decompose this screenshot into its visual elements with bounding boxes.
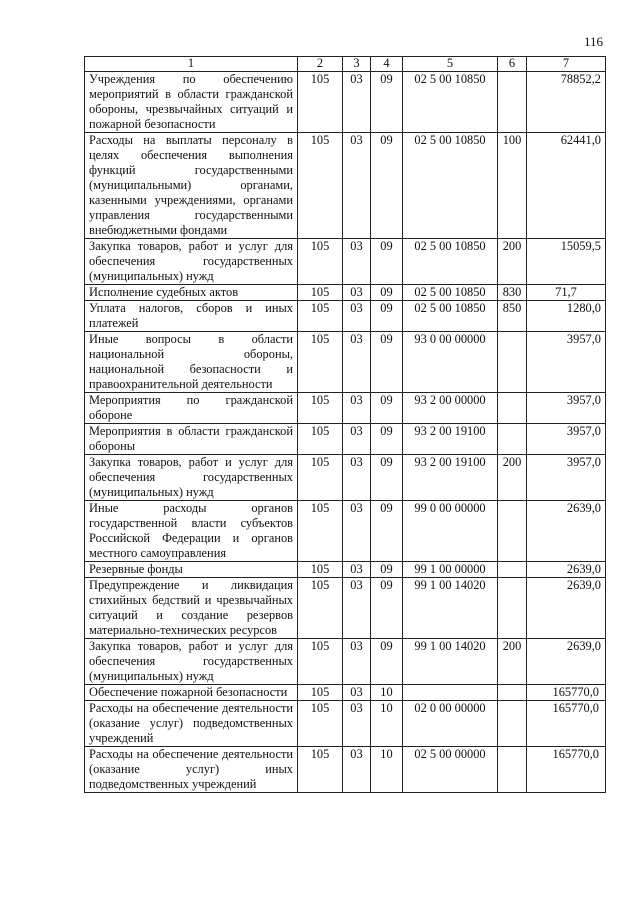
row-expense-type [498,747,527,793]
header-col-7: 7 [527,57,606,72]
row-name: Расходы на обеспечение деятельности (оказание услуг) иных подведомственных учреждений [85,747,298,793]
row-ministry-code: 105 [298,72,343,133]
row-target-code: 02 5 00 00000 [403,747,498,793]
row-name: Расходы на выплаты персоналу в целях обеспечения выполнения функций государственными (муниципальными) органами, казенными учреждениями, органами управления государственными внебюджетными фондами [85,133,298,239]
row-section: 03 [343,685,371,701]
row-expense-type [498,578,527,639]
row-subsection: 09 [371,332,403,393]
row-section: 03 [343,701,371,747]
table-row [85,332,606,393]
row-target-code: 02 5 00 10850 [403,239,498,285]
row-section: 03 [343,285,371,301]
table-row [85,747,606,793]
row-amount: 165770,0 [527,747,606,793]
row-target-code: 02 5 00 10850 [403,301,498,332]
row-expense-type [498,685,527,701]
row-target-code: 99 1 00 14020 [403,578,498,639]
table-row [85,685,606,701]
row-name: Исполнение судебных актов [85,285,298,301]
header-row [85,57,606,72]
row-ministry-code: 105 [298,239,343,285]
row-ministry-code: 105 [298,285,343,301]
row-section: 03 [343,72,371,133]
table-row [85,424,606,455]
row-amount: 1280,0 [527,301,606,332]
row-ministry-code: 105 [298,639,343,685]
row-section: 03 [343,639,371,685]
row-section: 03 [343,747,371,793]
row-expense-type [498,424,527,455]
row-section: 03 [343,501,371,562]
row-target-code: 02 0 00 00000 [403,701,498,747]
row-target-code: 99 1 00 14020 [403,639,498,685]
header-col-5: 5 [403,57,498,72]
table-row [85,562,606,578]
row-name: Уплата налогов, сборов и иных платежей [85,301,298,332]
row-amount: 2639,0 [527,639,606,685]
table-row [85,501,606,562]
row-subsection: 09 [371,578,403,639]
row-target-code: 99 1 00 00000 [403,562,498,578]
row-name: Расходы на обеспечение деятельности (оказание услуг) подведомственных учреждений [85,701,298,747]
row-expense-type [498,72,527,133]
row-section: 03 [343,424,371,455]
row-amount: 3957,0 [527,393,606,424]
row-expense-type: 200 [498,239,527,285]
row-subsection: 10 [371,701,403,747]
row-section: 03 [343,301,371,332]
row-subsection: 09 [371,133,403,239]
row-name: Предупреждение и ликвидация стихийных бедствий и чрезвычайных ситуаций и создание резервов материально-технических ресурсов [85,578,298,639]
row-target-code: 02 5 00 10850 [403,72,498,133]
row-name: Учреждения по обеспечению мероприятий в области гражданской обороны, чрезвычайных ситуаций и пожарной безопасности [85,72,298,133]
row-target-code: 93 0 00 00000 [403,332,498,393]
row-name: Резервные фонды [85,562,298,578]
table-row [85,455,606,501]
row-section: 03 [343,562,371,578]
row-subsection: 09 [371,239,403,285]
row-name: Закупка товаров, работ и услуг для обеспечения государственных (муниципальных) нужд [85,239,298,285]
row-expense-type [498,501,527,562]
row-target-code: 99 0 00 00000 [403,501,498,562]
row-target-code: 02 5 00 10850 [403,285,498,301]
row-expense-type: 200 [498,639,527,685]
row-expense-type: 200 [498,455,527,501]
row-section: 03 [343,455,371,501]
row-expense-type [498,701,527,747]
row-name: Иные вопросы в области национальной обороны, национальной безопасности и правоохранительной деятельности [85,332,298,393]
table-row [85,285,606,301]
row-subsection: 09 [371,455,403,501]
row-target-code: 93 2 00 19100 [403,424,498,455]
row-amount: 3957,0 [527,424,606,455]
row-section: 03 [343,239,371,285]
row-section: 03 [343,578,371,639]
row-target-code: 93 2 00 00000 [403,393,498,424]
row-subsection: 09 [371,393,403,424]
row-target-code: 93 2 00 19100 [403,455,498,501]
row-name: Мероприятия по гражданской обороне [85,393,298,424]
row-ministry-code: 105 [298,455,343,501]
table-row [85,639,606,685]
table-row [85,578,606,639]
row-subsection: 09 [371,301,403,332]
row-section: 03 [343,332,371,393]
row-amount: 2639,0 [527,501,606,562]
row-subsection: 10 [371,747,403,793]
row-amount: 15059,5 [527,239,606,285]
row-ministry-code: 105 [298,562,343,578]
header-col-1: 1 [85,57,298,72]
header-col-4: 4 [371,57,403,72]
row-ministry-code: 105 [298,578,343,639]
table-row [85,133,606,239]
row-amount: 3957,0 [527,332,606,393]
row-amount: 78852,2 [527,72,606,133]
row-subsection: 09 [371,72,403,133]
row-target-code [403,685,498,701]
row-expense-type [498,562,527,578]
row-subsection: 09 [371,639,403,685]
header-col-2: 2 [298,57,343,72]
row-amount: 62441,0 [527,133,606,239]
row-amount: 2639,0 [527,578,606,639]
row-subsection: 10 [371,685,403,701]
row-name: Мероприятия в области гражданской обороны [85,424,298,455]
row-amount: 71,7 [527,285,606,301]
row-subsection: 09 [371,424,403,455]
row-ministry-code: 105 [298,393,343,424]
row-name: Закупка товаров, работ и услуг для обеспечения государственных (муниципальных) нужд [85,639,298,685]
row-ministry-code: 105 [298,501,343,562]
row-amount: 2639,0 [527,562,606,578]
row-ministry-code: 105 [298,301,343,332]
table-row [85,701,606,747]
row-expense-type [498,332,527,393]
row-expense-type: 850 [498,301,527,332]
table-row [85,72,606,133]
row-expense-type: 100 [498,133,527,239]
budget-table [84,56,606,793]
page-number: 116 [583,34,603,49]
row-ministry-code: 105 [298,747,343,793]
row-ministry-code: 105 [298,133,343,239]
row-section: 03 [343,393,371,424]
row-subsection: 09 [371,285,403,301]
row-name: Закупка товаров, работ и услуг для обеспечения государственных (муниципальных) нужд [85,455,298,501]
row-ministry-code: 105 [298,701,343,747]
header-col-3: 3 [343,57,371,72]
row-name: Обеспечение пожарной безопасности [85,685,298,701]
table-row [85,239,606,285]
row-amount: 3957,0 [527,455,606,501]
row-ministry-code: 105 [298,685,343,701]
row-expense-type: 830 [498,285,527,301]
row-ministry-code: 105 [298,424,343,455]
row-ministry-code: 105 [298,332,343,393]
row-amount: 165770,0 [527,701,606,747]
row-target-code: 02 5 00 10850 [403,133,498,239]
row-subsection: 09 [371,501,403,562]
row-section: 03 [343,133,371,239]
row-amount: 165770,0 [527,685,606,701]
row-name: Иные расходы органов государственной власти субъектов Российской Федерации и органов местного самоуправления [85,501,298,562]
table-row [85,393,606,424]
header-col-6: 6 [498,57,527,72]
table-row [85,301,606,332]
row-expense-type [498,393,527,424]
row-subsection: 09 [371,562,403,578]
